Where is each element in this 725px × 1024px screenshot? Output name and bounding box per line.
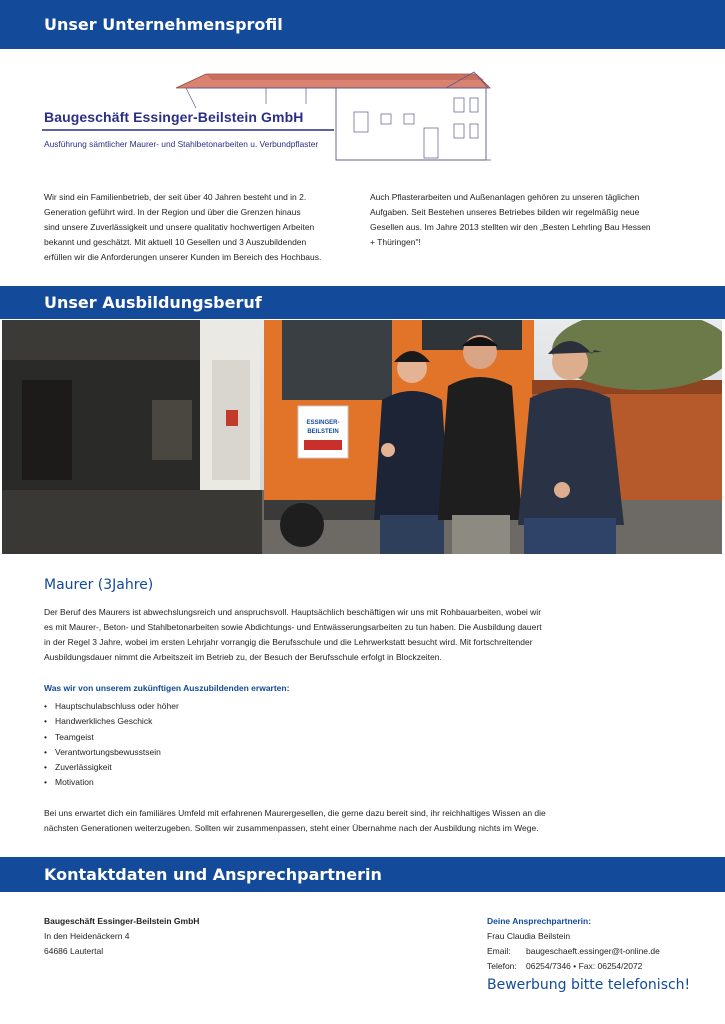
contact-name: Frau Claudia Beilstein [487,931,571,941]
photo-illustration [2,320,722,554]
list-item: • Hauptschulabschluss oder höher [44,699,179,714]
text-line: Wir sind ein Familienbetrieb, der seit über 40 Jahren besteht und in 2. [44,192,307,202]
phone-numbers: 06254/7346 • Fax: 06254/2072 [526,961,643,971]
list-item: • Motivation [44,775,179,790]
text-line: Aufgaben. Seit Bestehen unseres Betriebes bilden wir regelmäßig neue [370,207,640,217]
text-line: Ausbildungsdauer nimmt die Arbeitszeit im Betrieb zu, der Besuch der Berufsschule erfolgt in Blockzeiten. [44,652,442,662]
text-line: erfüllen wir die Anforderungen unserer Kunden im Bereich des Hochbaus. [44,252,322,262]
text-line: Auch Pflasterarbeiten und Außenanlagen gehören zu unseren täglichen [370,192,640,202]
application-call-to-action: Bewerbung bitte telefonisch! [487,977,691,993]
company-address [44,914,304,959]
requirements-list [44,699,179,791]
team-photo [2,320,722,554]
contact-heading: Deine Ansprechpartnerin: [487,916,592,926]
text-line: bekannt und geschätzt. Mit aktuell 10 Gesellen und 3 Auszubildenden [44,237,307,247]
job-description [44,605,606,665]
text-line: nächsten Generationen weiterzugeben. Sollten wir zusammenpassen, steht einer Übernahme nach der Ausbildung nichts im Wege. [44,823,539,833]
section-title-contact: Kontaktdaten und Ansprechpartnerin [44,865,382,884]
section-header-training [0,286,725,319]
list-item: • Verantwortungsbewusstsein [44,745,179,760]
logo-tagline: Ausführung sämtlicher Maurer- und Stahlbetonarbeiten u. Verbundpflaster [44,139,319,149]
address-street: In den Heidenäckern 4 [44,931,130,941]
address-company-name: Baugeschäft Essinger-Beilstein GmbH [44,916,200,926]
intro-right-paragraph [370,190,686,250]
contact-email-row [487,944,707,959]
requirements-heading: Was wir von unserem zukünftigen Auszubildenden erwarten: [44,683,290,693]
section-header-profile [0,0,725,49]
text-line: Generation geführt wird. In der Region und über die Grenzen hinaus [44,207,301,217]
text-line: es mit Maurer-, Beton- und Stahlbetonarbeiten sowie Abdichtungs- und Entwässerungsarbeiten zu tun haben. Die Ausbildung dauert [44,622,542,632]
text-line: in der Regel 3 Jahre, wobei im ersten Lehrjahr vorrangig die Berufsschule und die Lehrwerkstatt besucht wird. Mit fortschreitender [44,637,533,647]
text-line: Bei uns erwartet dich ein familiäres Umfeld mit erfahrenen Maurergesellen, die gerne dazu bereit sind, ihr reichhaltiges Wissen an die [44,808,546,818]
text-line: + Thüringen"! [370,237,421,247]
section-title-profile: Unser Unternehmensprofil [44,15,283,34]
job-title: Maurer (3Jahre) [44,577,154,593]
address-city: 64686 Lautertal [44,946,104,956]
intro-left-paragraph [44,190,362,265]
phone-label: Telefon: [487,961,517,971]
contact-person [487,914,707,974]
list-item: • Handwerkliches Geschick [44,714,179,729]
section-header-contact [0,857,725,892]
truck-sign-line2: BEILSTEIN [307,429,339,435]
text-line: Der Beruf des Maurers ist abwechslungsreich und anspruchsvoll. Hauptsächlich beschäftigen wir uns mit Rohbauarbeiten, wobei wir [44,607,542,617]
closing-paragraph [44,806,606,836]
logo-company-name: Baugeschäft Essinger-Beilstein GmbH [44,109,304,125]
list-item: • Zuverlässigkeit [44,760,179,775]
contact-phone-row [487,959,707,974]
email-label: Email: [487,946,511,956]
list-item: • Teamgeist [44,730,179,745]
text-line: Gesellen aus. Im Jahre 2013 stellten wir den „Besten Lehrling Bau Hessen [370,222,651,232]
section-title-training: Unser Ausbildungsberuf [44,293,262,312]
text-line: sind unsere Zuverlässigkeit und unsere qualitativ hochwertigen Arbeiten [44,222,315,232]
truck-sign-line1: ESSINGER- [306,420,340,426]
company-logo [36,68,506,168]
email-link[interactable]: baugeschaeft.essinger@t-online.de [526,946,660,956]
